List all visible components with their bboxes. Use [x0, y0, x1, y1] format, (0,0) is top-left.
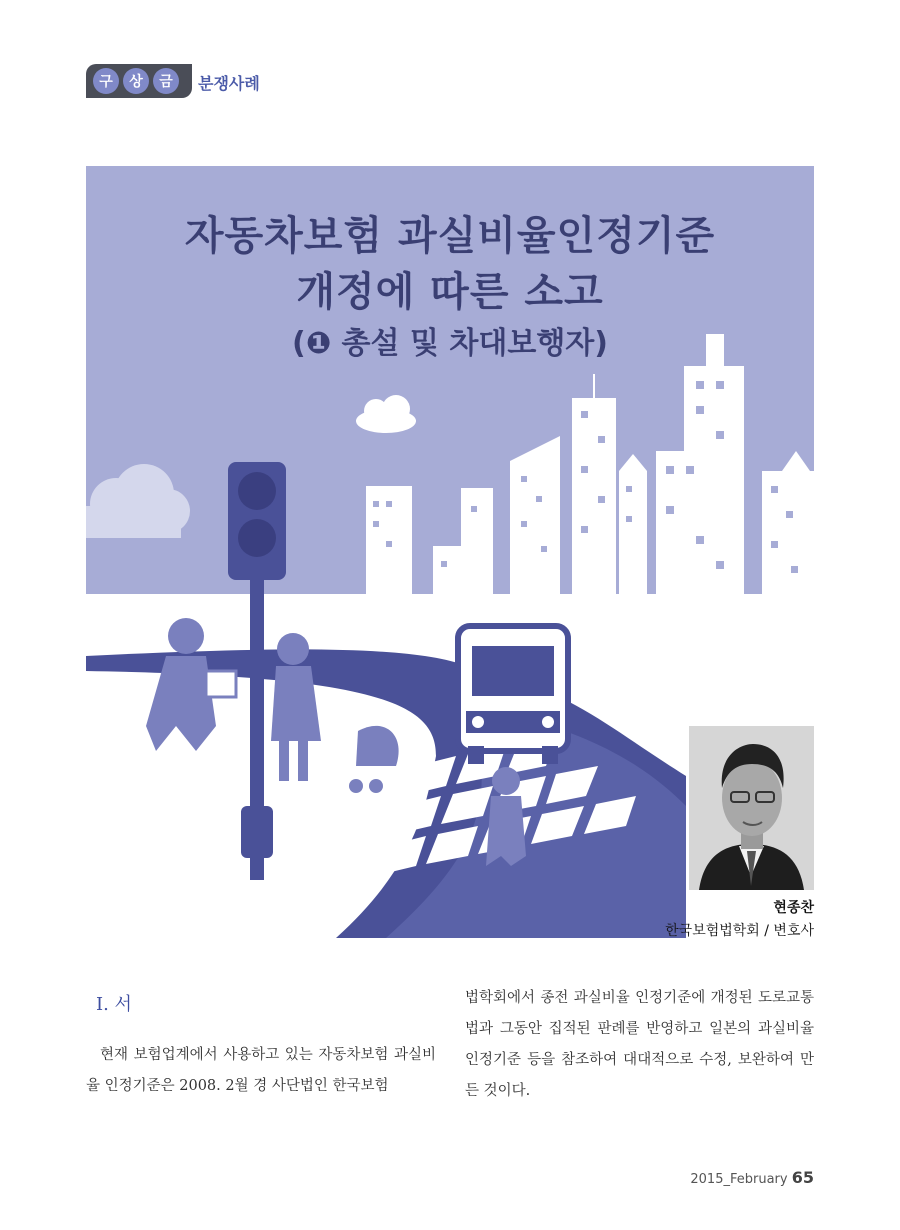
body-paragraph-left: 현재 보험업계에서 사용하고 있는 자동차보험 과실비율 인정기준은 2008. 2월 경 사단법인 한국보험: [86, 1047, 436, 1094]
section-tag: [86, 64, 192, 98]
author-photo: [689, 726, 814, 890]
page-footer: [690, 1168, 814, 1187]
section-heading: Ⅰ. 서: [96, 994, 132, 1015]
article-title-line2: 개정에 따른 소고: [296, 269, 604, 315]
author-portrait-image: [689, 726, 814, 890]
page-number: 65: [791, 1168, 814, 1187]
issue-label: 2015_February: [690, 1172, 788, 1187]
author-affiliation: 한국보험법학회 / 변호사: [665, 923, 814, 939]
tag-char-1: 구: [93, 68, 119, 94]
section-label: 분쟁사례: [198, 74, 260, 93]
author-name: 현종찬: [773, 900, 814, 916]
article-title-line1: 자동차보험 과실비율인정기준: [184, 213, 716, 259]
tag-char-2: 상: [123, 68, 149, 94]
body-paragraph-right: 법학회에서 종전 과실비율 인정기준에 개정된 도로교통법과 그동안 집적된 판례를 반영하고 일본의 과실비율 인정기준 등을 참조하여 대대적으로 수정, 보완하여 만든 것이다.: [465, 990, 814, 1099]
tag-char-3: 금: [153, 68, 179, 94]
article-subtitle: (❶ 총설 및 차대보행자): [292, 326, 608, 361]
